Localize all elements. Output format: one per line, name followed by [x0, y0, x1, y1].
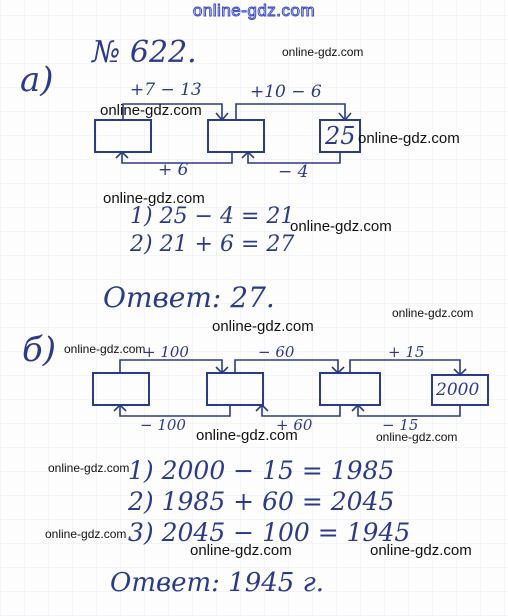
part-a-start-value: 25 — [325, 122, 356, 150]
watermark: online-gdz.com — [196, 427, 298, 444]
watermark: online-gdz.com — [392, 306, 474, 320]
part-b-top-op-3: + 15 — [388, 343, 425, 361]
part-b-start-value: 2000 — [436, 380, 480, 400]
watermark: online-gdz.com — [282, 45, 364, 59]
part-a-label: а) — [20, 60, 54, 100]
site-watermark-header: online-gdz.com — [192, 1, 316, 20]
watermark: online-gdz.com — [212, 318, 314, 335]
part-b-top-op-2: − 60 — [258, 343, 295, 361]
part-a-box-2 — [208, 120, 264, 152]
part-b-top-arrow-2 — [235, 360, 338, 373]
watermark: online-gdz.com — [100, 102, 202, 119]
part-a-top-op-1: +7 − 13 — [130, 80, 202, 100]
part-a-bottom-op-1: + 6 — [158, 160, 189, 180]
part-b-box-2 — [207, 373, 263, 405]
part-b-box-3 — [320, 373, 380, 405]
watermark: online-gdz.com — [64, 342, 146, 356]
part-b-top-arrow-1 — [120, 360, 222, 373]
watermark: online-gdz.com — [290, 218, 392, 235]
watermark: online-gdz.com — [45, 527, 127, 541]
part-b-bottom-op-1: − 100 — [140, 416, 186, 434]
part-b-bottom-op-2: + 60 — [276, 416, 313, 434]
part-b-step-1: 1) 2000 − 15 = 1985 — [128, 456, 395, 485]
part-a-top-op-2: +10 − 6 — [250, 82, 322, 102]
watermark: online-gdz.com — [376, 430, 458, 444]
part-b-bottom-arrow-2 — [262, 405, 340, 416]
part-a-answer: Ответ: 27. — [103, 281, 275, 314]
watermark: online-gdz.com — [103, 190, 205, 207]
part-b-answer: Ответ: 1945 г. — [110, 568, 325, 598]
watermark: online-gdz.com — [48, 461, 130, 475]
watermark: online-gdz.com — [370, 542, 472, 559]
problem-number: № 622. — [92, 35, 197, 70]
part-b-step-3: 3) 2045 − 100 = 1945 — [128, 518, 411, 547]
part-b-bottom-arrow-1 — [358, 405, 460, 416]
part-a-step-2: 2) 21 + 6 = 27 — [130, 232, 295, 257]
part-b-box-1 — [93, 373, 149, 405]
part-a-top-arrow-2 — [236, 104, 345, 120]
part-b-bottom-arrow-3 — [120, 405, 230, 416]
part-b-label: б) — [22, 330, 57, 370]
part-b-bottom-op-3: − 15 — [382, 416, 419, 434]
part-b-step-2: 2) 1985 + 60 = 2045 — [128, 487, 395, 516]
part-b-top-op-1: + 100 — [143, 343, 189, 361]
part-a-box-1 — [95, 120, 151, 152]
watermark: online-gdz.com — [190, 542, 292, 559]
part-a-step-1: 1) 25 − 4 = 21 — [130, 204, 295, 229]
part-a-bottom-op-2: − 4 — [278, 162, 309, 182]
watermark: online-gdz.com — [358, 130, 460, 147]
